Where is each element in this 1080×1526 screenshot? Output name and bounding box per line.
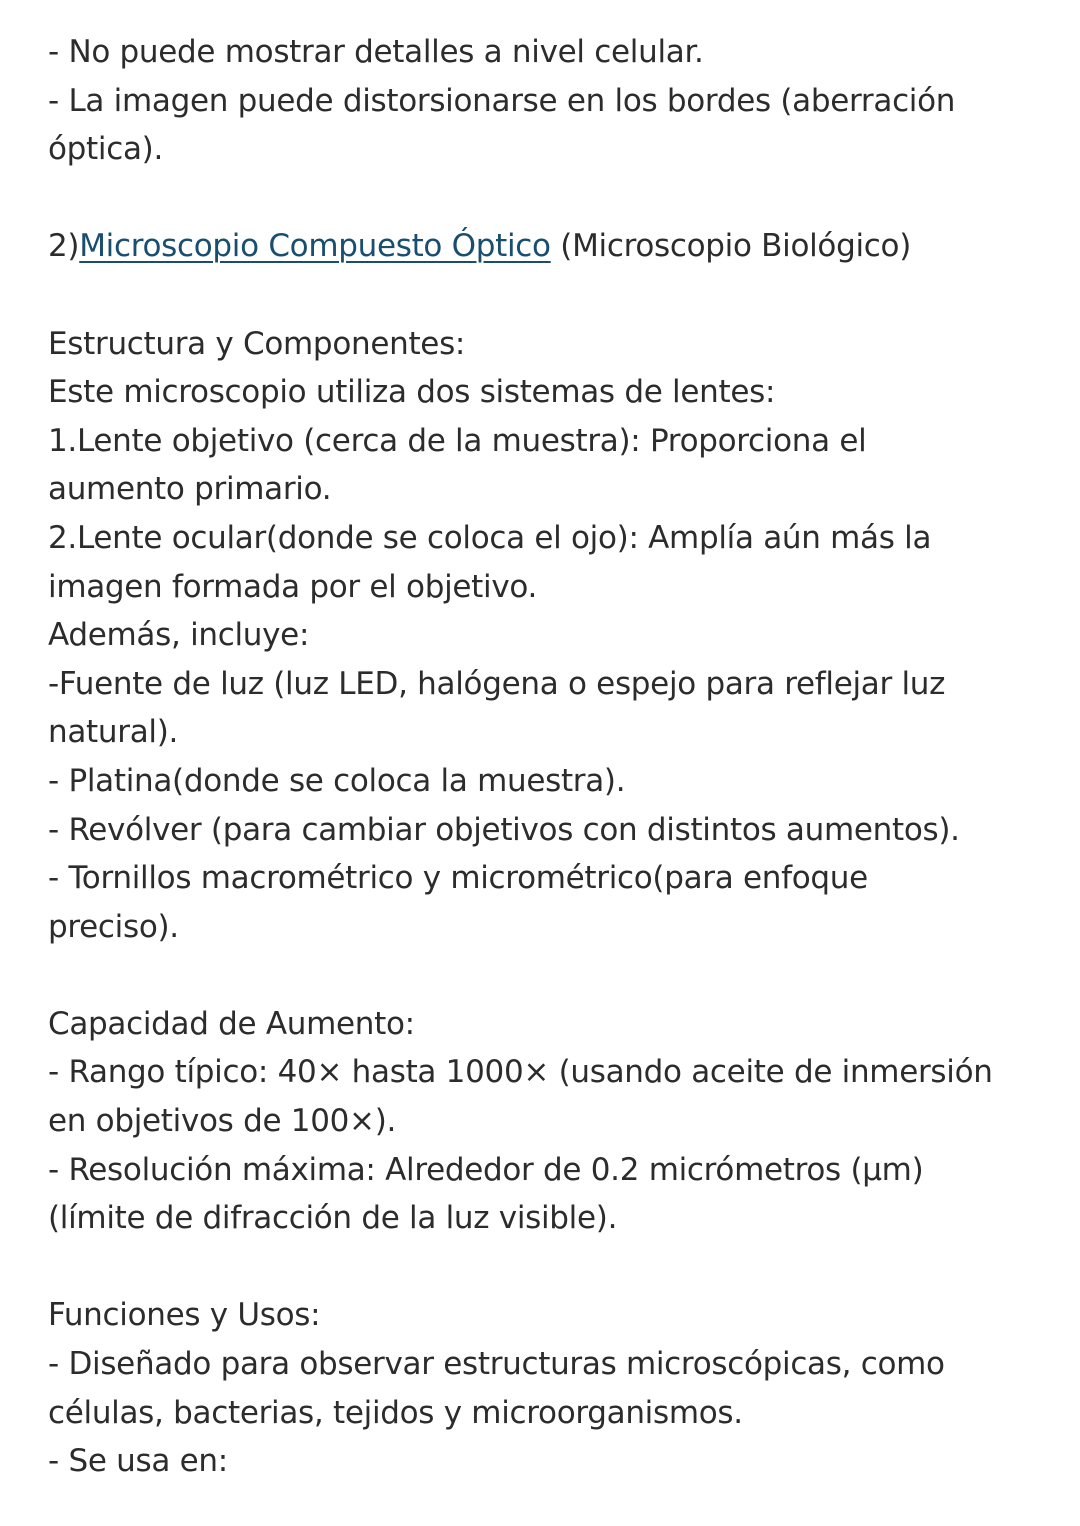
text-line: 2.Lente ocular(donde se coloca el ojo): Amplía aún más la [48, 519, 932, 556]
heading-subtitle: (Microscopio Biológico) [550, 228, 911, 265]
section-title-capacidad: Capacidad de Aumento: [48, 1005, 415, 1042]
text-line: Además, incluye: [48, 617, 310, 654]
text-line: - Tornillos macrométrico y micrométrico(para enfoque [48, 860, 868, 897]
text-line: imagen formada por el objetivo. [48, 568, 538, 605]
blank-line [48, 951, 1050, 1000]
text-line: - No puede mostrar detalles a nivel celular. [48, 34, 704, 70]
text-line: células, bacterias, tejidos y microorganismos. [48, 1394, 743, 1431]
section-heading-microscopio-compuesto [48, 222, 1050, 271]
text-line: - Rango típico: 40× hasta 1000× (usando aceite de inmersión [48, 1054, 993, 1091]
text-line: (límite de difracción de la luz visible). [48, 1200, 618, 1237]
text-line: - Diseñado para observar estructuras microscópicas, como [48, 1346, 945, 1383]
text-line: en objetivos de 100×). [48, 1103, 397, 1140]
text-line: aumento primario. [48, 471, 332, 508]
blank-line [48, 174, 1050, 223]
section-title-funciones: Funciones y Usos: [48, 1297, 321, 1334]
text-line: - Revólver (para cambiar objetivos con distintos aumentos). [48, 811, 960, 848]
text-line: - Resolución máxima: Alrededor de 0.2 micrómetros (µm) [48, 1151, 924, 1188]
microscopio-compuesto-link[interactable]: Microscopio Compuesto Óptico [79, 228, 551, 265]
text-line: óptica). [48, 131, 164, 168]
section-title-estructura: Estructura y Componentes: [48, 325, 466, 362]
text-line: - Se usa en: [48, 1443, 228, 1480]
heading-number: 2) [48, 228, 80, 265]
text-line: preciso). [48, 908, 179, 945]
text-line: - La imagen puede distorsionarse en los bordes (aberración [48, 82, 956, 119]
text-line: 1.Lente objetivo (cerca de la muestra): Proporciona el [48, 422, 867, 459]
text-line: -Fuente de luz (luz LED, halógena o espejo para reflejar luz [48, 665, 946, 702]
text-line: - Platina(donde se coloca la muestra). [48, 762, 626, 799]
text-line: Este microscopio utiliza dos sistemas de lentes: [48, 374, 776, 411]
blank-line [48, 1243, 1050, 1292]
blank-line [48, 271, 1050, 320]
text-line: natural). [48, 714, 179, 751]
